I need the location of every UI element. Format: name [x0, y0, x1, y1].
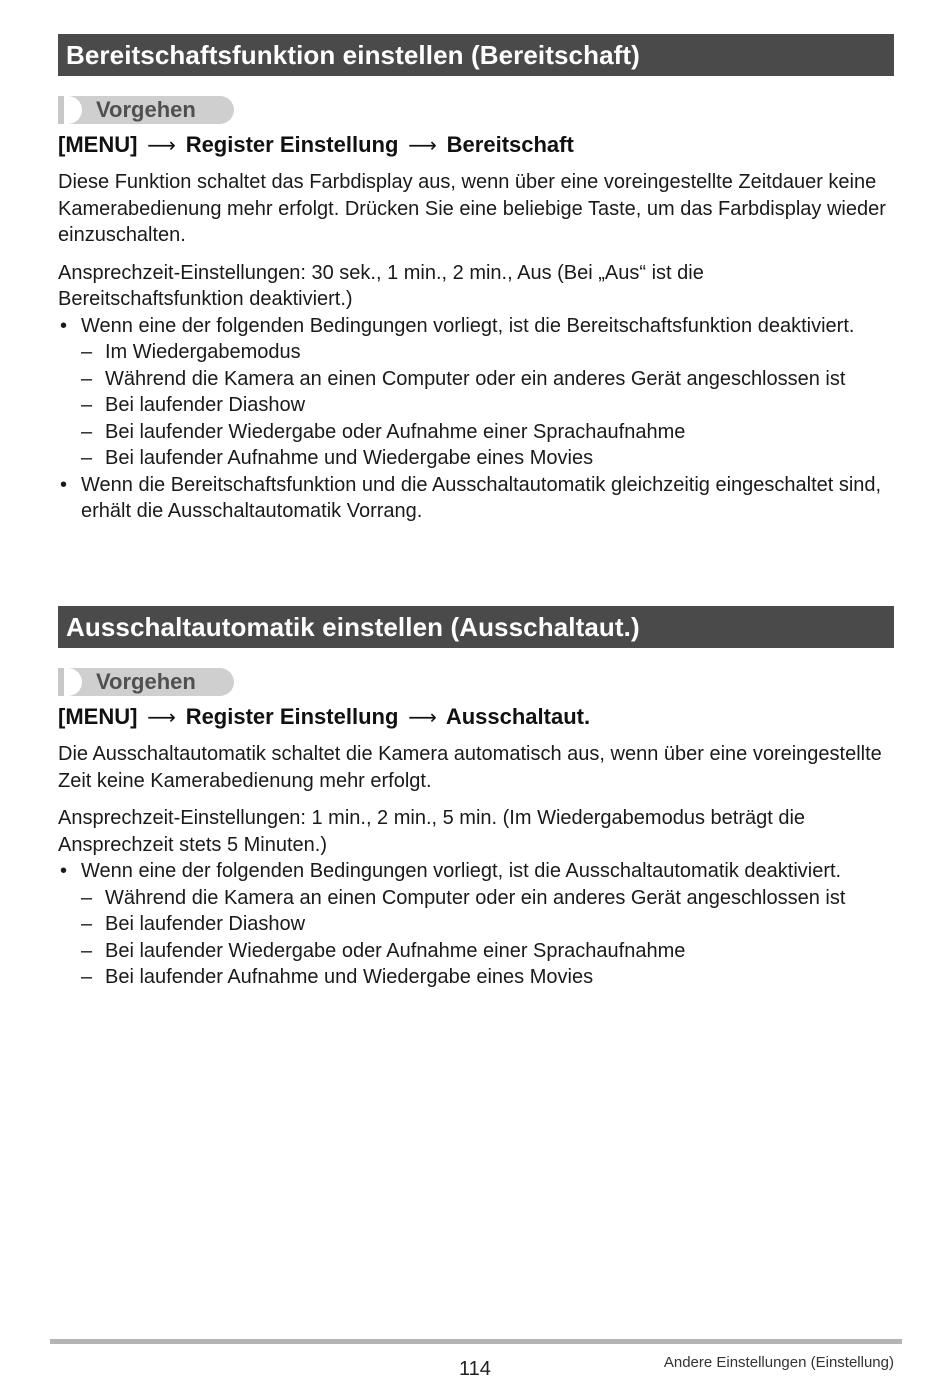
arrow-right-icon: ⟶: [408, 135, 437, 157]
section-standby: [58, 34, 894, 525]
procedure-label: Vorgehen: [96, 97, 196, 122]
page-number: 114: [459, 1358, 491, 1380]
body-paragraph: Diese Funktion schaltet das Farbdisplay aus, wenn über eine voreingestellte Zeitdauer keine Kamerabedienung mehr erfolgt. Drücken Sie eine beliebige Taste, um das Farbdisplay wieder einzuschalten.: [58, 171, 886, 246]
bullet-list: [58, 858, 894, 991]
dash-item: [81, 938, 894, 965]
dash-text: Bei laufender Wiedergabe oder Aufnahme einer Sprachaufnahme: [105, 420, 686, 443]
dash-list: [81, 885, 894, 991]
dash-text: Bei laufender Aufnahme und Wiedergabe eines Movies: [105, 447, 594, 469]
procedure-tag: [58, 96, 234, 124]
dash-item: [81, 964, 894, 991]
menu-path-step: Ausschaltaut.: [445, 704, 591, 729]
dash-icon: –: [81, 447, 93, 469]
dash-text: Bei laufender Diashow: [105, 394, 306, 416]
bullet-text: Wenn eine der folgenden Bedingungen vorliegt, ist die Ausschaltautomatik deaktiviert.: [81, 860, 842, 882]
dash-item: [81, 419, 894, 446]
section-title: Ausschaltautomatik einstellen (Ausschaltaut.): [58, 606, 894, 648]
arrow-right-icon: ⟶: [408, 707, 437, 729]
dash-icon: –: [81, 939, 93, 962]
procedure-tag-bar: [58, 668, 64, 696]
bullet-icon: •: [60, 314, 68, 337]
dash-text: Bei laufender Wiedergabe oder Aufnahme einer Sprachaufnahme: [105, 939, 686, 962]
menu-path-step: Bereitschaft: [446, 132, 574, 157]
dash-text: Während die Kamera an einen Computer oder ein anderes Gerät angeschlossen ist: [105, 886, 846, 909]
footer-chapter-title: Andere Einstellungen (Einstellung): [663, 1354, 894, 1371]
procedure-tag-bar: [58, 96, 64, 124]
dash-item: [81, 445, 894, 472]
footer-divider: [50, 1339, 902, 1344]
body-paragraph: Die Ausschaltautomatik schaltet die Kamera automatisch aus, wenn über eine voreingestellte Zeit keine Kamerabedienung mehr erfolgt.: [58, 743, 882, 792]
dash-item: [81, 885, 894, 912]
section-title: Bereitschaftsfunktion einstellen (Bereitschaft): [58, 34, 894, 76]
bullet-item: [58, 472, 894, 525]
menu-path-step: Register Einstellung: [185, 704, 399, 729]
dash-icon: –: [81, 886, 93, 909]
menu-path: [58, 702, 894, 733]
dash-icon: –: [81, 341, 93, 363]
bullet-icon: •: [60, 860, 68, 882]
dash-icon: –: [81, 367, 93, 390]
body-paragraph: Ansprechzeit-Einstellungen: 30 sek., 1 min., 2 min., Aus (Bei „Aus“ ist die Bereitschaftsfunktion deaktiviert.): [58, 261, 704, 310]
dash-text: Bei laufender Aufnahme und Wiedergabe eines Movies: [105, 966, 594, 988]
menu-path-step: [MENU]: [58, 132, 138, 157]
dash-item: [81, 392, 894, 419]
procedure-tag: [58, 668, 234, 696]
dash-text: Im Wiedergabemodus: [105, 341, 301, 363]
section-auto-power-off: [58, 606, 894, 991]
dash-icon: –: [81, 394, 93, 416]
dash-list: [81, 339, 894, 472]
dash-item: [81, 366, 894, 393]
dash-text: Bei laufender Diashow: [105, 913, 306, 935]
dash-text: Während die Kamera an einen Computer oder ein anderes Gerät angeschlossen ist: [105, 367, 846, 390]
arrow-right-icon: ⟶: [147, 707, 176, 729]
bullet-list: [58, 313, 894, 525]
bullet-item: [58, 858, 894, 991]
body-paragraph: Ansprechzeit-Einstellungen: 1 min., 2 min., 5 min. (Im Wiedergabemodus beträgt die Ansprechzeit stets 5 Minuten.): [58, 807, 806, 856]
dash-icon: –: [81, 966, 93, 988]
dash-icon: –: [81, 420, 93, 443]
procedure-label: Vorgehen: [96, 669, 196, 694]
menu-path-step: [MENU]: [58, 704, 138, 729]
dash-icon: –: [81, 913, 93, 935]
arrow-right-icon: ⟶: [147, 135, 176, 157]
bullet-item: [58, 313, 894, 472]
bullet-icon: •: [60, 473, 68, 496]
bullet-text: Wenn eine der folgenden Bedingungen vorliegt, ist die Bereitschaftsfunktion deaktiviert.: [81, 314, 855, 337]
dash-item: [81, 911, 894, 938]
dash-item: [81, 339, 894, 366]
menu-path-step: Register Einstellung: [185, 132, 399, 157]
bullet-text: Wenn die Bereitschaftsfunktion und die Ausschaltautomatik gleichzeitig eingeschaltet sind, erhält die Ausschaltautomatik Vorrang.: [81, 473, 882, 522]
menu-path: [58, 130, 894, 161]
